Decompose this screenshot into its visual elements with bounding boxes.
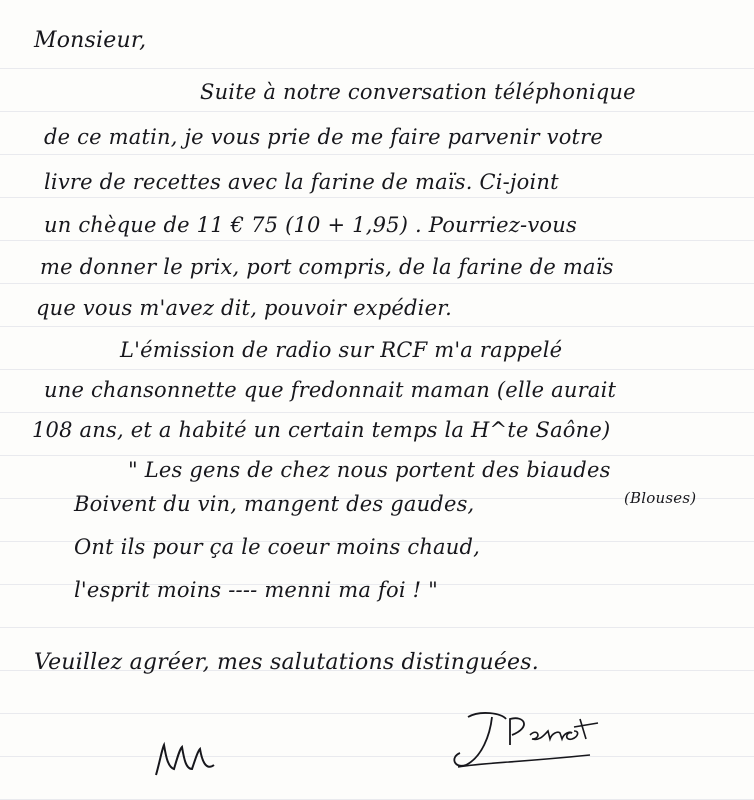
- letter-line: Suite à notre conversation téléphonique: [200, 80, 636, 104]
- verse-line: l'esprit moins ---- menni ma foi ! ": [74, 578, 438, 602]
- initial-mark: [150, 735, 230, 785]
- letter-line: livre de recettes avec la farine de maïs. Ci-joint: [44, 170, 559, 194]
- letter-line: L'émission de radio sur RCF m'a rappelé: [120, 338, 563, 362]
- verse-line: Boivent du vin, mangent des gaudes,: [74, 492, 475, 516]
- verse-line: " Les gens de chez nous portent des biaudes: [128, 458, 611, 482]
- letter-line: 108 ans, et a habité un certain temps la H^te Saône): [32, 418, 611, 442]
- signature: [440, 705, 610, 785]
- letter-line: de ce matin, je vous prie de me faire parvenir votre: [44, 125, 604, 149]
- letter-line: me donner le prix, port compris, de la farine de maïs: [40, 255, 614, 279]
- letter-line: une chansonnette que fredonnait maman (elle aurait: [44, 378, 617, 402]
- salutation: Monsieur,: [34, 28, 147, 53]
- letter-line: que vous m'avez dit, pouvoir expédier.: [36, 296, 453, 320]
- verse-line: Ont ils pour ça le coeur moins chaud,: [74, 535, 481, 559]
- closing-line: Veuillez agréer, mes salutations distinguées.: [34, 650, 539, 675]
- letter-line: un chèque de 11 € 75 (10 + 1,95) . Pourriez-vous: [44, 213, 577, 237]
- verse-note: (Blouses): [624, 489, 697, 507]
